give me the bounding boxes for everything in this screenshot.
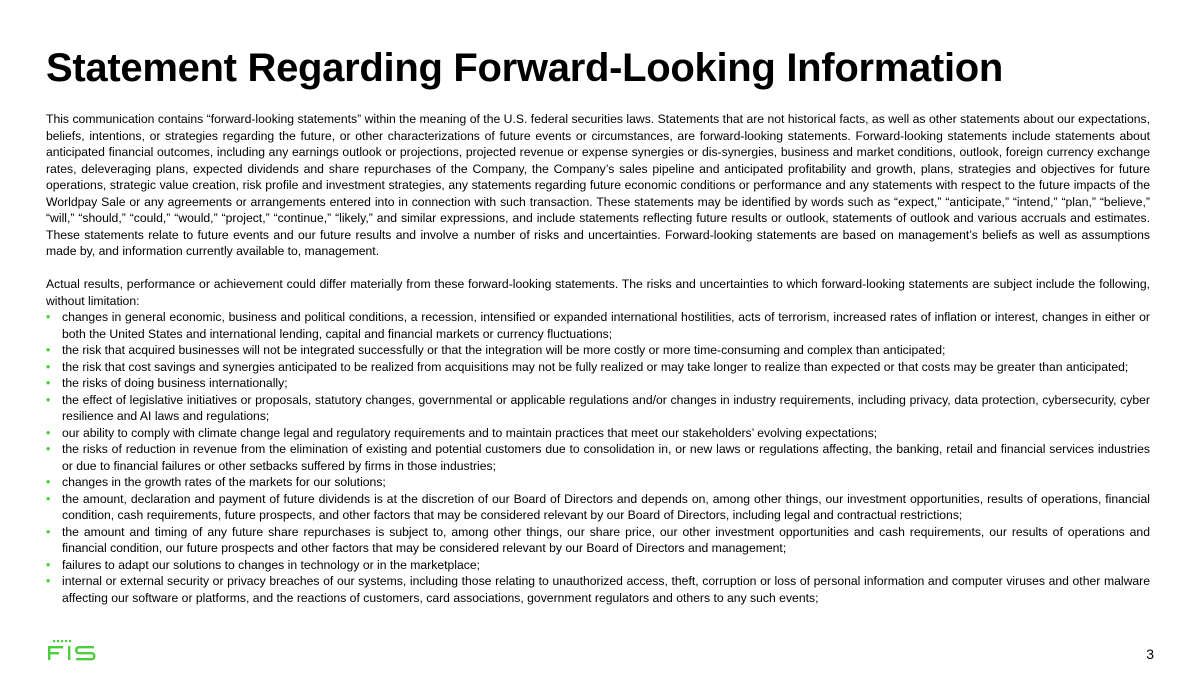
bullet-icon: • <box>46 343 51 357</box>
list-item-text: changes in the growth rates of the markets for our solutions; <box>62 475 386 489</box>
list-item-text: the risks of reduction in revenue from the elimination of existing and potential customers due to consolidation in, or new laws or regulations affecting, the banking, retail and financial services industries or due to financial failures or other setbacks suffered by firms in those industries; <box>62 442 1150 473</box>
intro-paragraph: This communication contains “forward-looking statements” within the meaning of the U.S. federal securities laws. Statements that are not historical facts, as well as other statements about our expectations, beliefs, intentions, or strategies regarding the future, or other characterizations of future events or circumstances, are forward-looking statements. Forward-looking statements include statements about anticipated financial outcomes, including any earnings outlook or projections, projected revenue or expense synergies or dis-synergies, business and market conditions, outlook, foreign currency exchange rates, deleveraging plans, expected dividends and share repurchases of the Company, the Company’s sales pipeline and anticipated profitability and growth, plans, strategies and objectives for future operations, strategic value creation, risk profile and investment strategies, any statements regarding future economic conditions or performance and any statements with respect to the future impacts of the Worldpay Sale or any agreements or arrangements entered into in connection with such transaction. These statements may be identified by words such as “expect,” “anticipate,” “intend,” “plan,” “believe,” “will,” “should,” “could,” “would,” “project,” “continue,” “likely,” and similar expressions, and include statements reflecting future results or outlook, statements of outlook and various accruals and estimates. These statements relate to future events and our future results and involve a number of risks and uncertainties. Forward-looking statements are based on management’s beliefs as well as assumptions made by, and information currently available to, management. <box>46 112 1150 258</box>
fis-logo-icon <box>48 640 98 662</box>
list-item-text: changes in general economic, business and political conditions, a recession, intensified or expanded international hostilities, acts of terrorism, increased rates of inflation or interest, changes in either or both the United States and international lending, capital and financial markets or currency fluctuations; <box>62 310 1150 341</box>
list-item-text: the effect of legislative initiatives or proposals, statutory changes, governmental or applicable regulations and/or changes in industry requirements, including privacy, data protection, cybersecurity, cyber resilience and AI laws and regulations; <box>62 392 1150 423</box>
list-item <box>46 474 1150 491</box>
page-number: 3 <box>1146 646 1154 662</box>
list-item <box>46 441 1150 474</box>
bullet-icon: • <box>46 524 51 539</box>
bullet-icon: • <box>46 359 51 374</box>
risks-paragraph: Actual results, performance or achievement could differ materially from these forward-looking statements. The risks and uncertainties to which forward-looking statements are subject include the following, without limitation: <box>46 277 1150 308</box>
bullet-icon: • <box>46 557 51 572</box>
list-item <box>46 524 1150 557</box>
list-item <box>46 557 1150 574</box>
bullet-icon: • <box>46 392 51 407</box>
list-item <box>46 573 1150 606</box>
list-item-text: our ability to comply with climate change legal and regulatory requirements and to maintain practices that meet our stakeholders’ evolving expectations; <box>62 425 878 440</box>
bullet-icon: • <box>46 376 51 390</box>
list-item <box>46 375 1150 392</box>
bullet-icon: • <box>46 425 51 440</box>
list-item <box>46 425 1150 442</box>
risk-list <box>46 309 1150 606</box>
list-item <box>46 342 1150 359</box>
page-title: Statement Regarding Forward-Looking Information <box>46 46 1004 90</box>
list-item <box>46 392 1150 425</box>
list-item-text: the risks of doing business internationally; <box>62 376 288 390</box>
bullet-icon: • <box>46 442 51 456</box>
list-item-text: the risk that acquired businesses will not be integrated successfully or that the integration will be more costly or more time-consuming and complex than anticipated; <box>62 343 946 357</box>
bullet-icon: • <box>46 475 51 489</box>
bullet-icon: • <box>46 491 51 506</box>
bullet-icon: • <box>46 574 51 588</box>
list-item <box>46 491 1150 524</box>
list-item-text: the amount and timing of any future share repurchases is subject to, among other things, our share price, our other investment opportunities and cash requirements, our results of operations and financial condition, our future prospects and other factors that may be considered relevant by our Board of Directors and management; <box>62 524 1150 555</box>
list-item-text: internal or external security or privacy breaches of our systems, including those relating to unauthorized access, theft, corruption or loss of personal information and computer viruses and other malware affecting our software or platforms, and the reactions of customers, card associations, government regulators and others to any such events; <box>62 574 1150 605</box>
list-item-text: the amount, declaration and payment of future dividends is at the discretion of our Board of Directors and depends on, among other things, our investment opportunities, results of operations, financial condition, cash requirements, future prospects, and other factors that may be considered relevant by our Board of Directors, including legal and contractual restrictions; <box>62 491 1150 522</box>
fis-logo <box>48 640 98 662</box>
list-item-text: the risk that cost savings and synergies anticipated to be realized from acquisitions may not be fully realized or may take longer to realize than expected or that costs may be greater than anticipated; <box>62 359 1129 374</box>
bullet-icon: • <box>46 310 51 324</box>
list-item-text: failures to adapt our solutions to changes in technology or in the marketplace; <box>62 557 481 572</box>
list-item <box>46 309 1150 342</box>
body-content <box>46 111 1150 606</box>
list-item <box>46 359 1150 376</box>
